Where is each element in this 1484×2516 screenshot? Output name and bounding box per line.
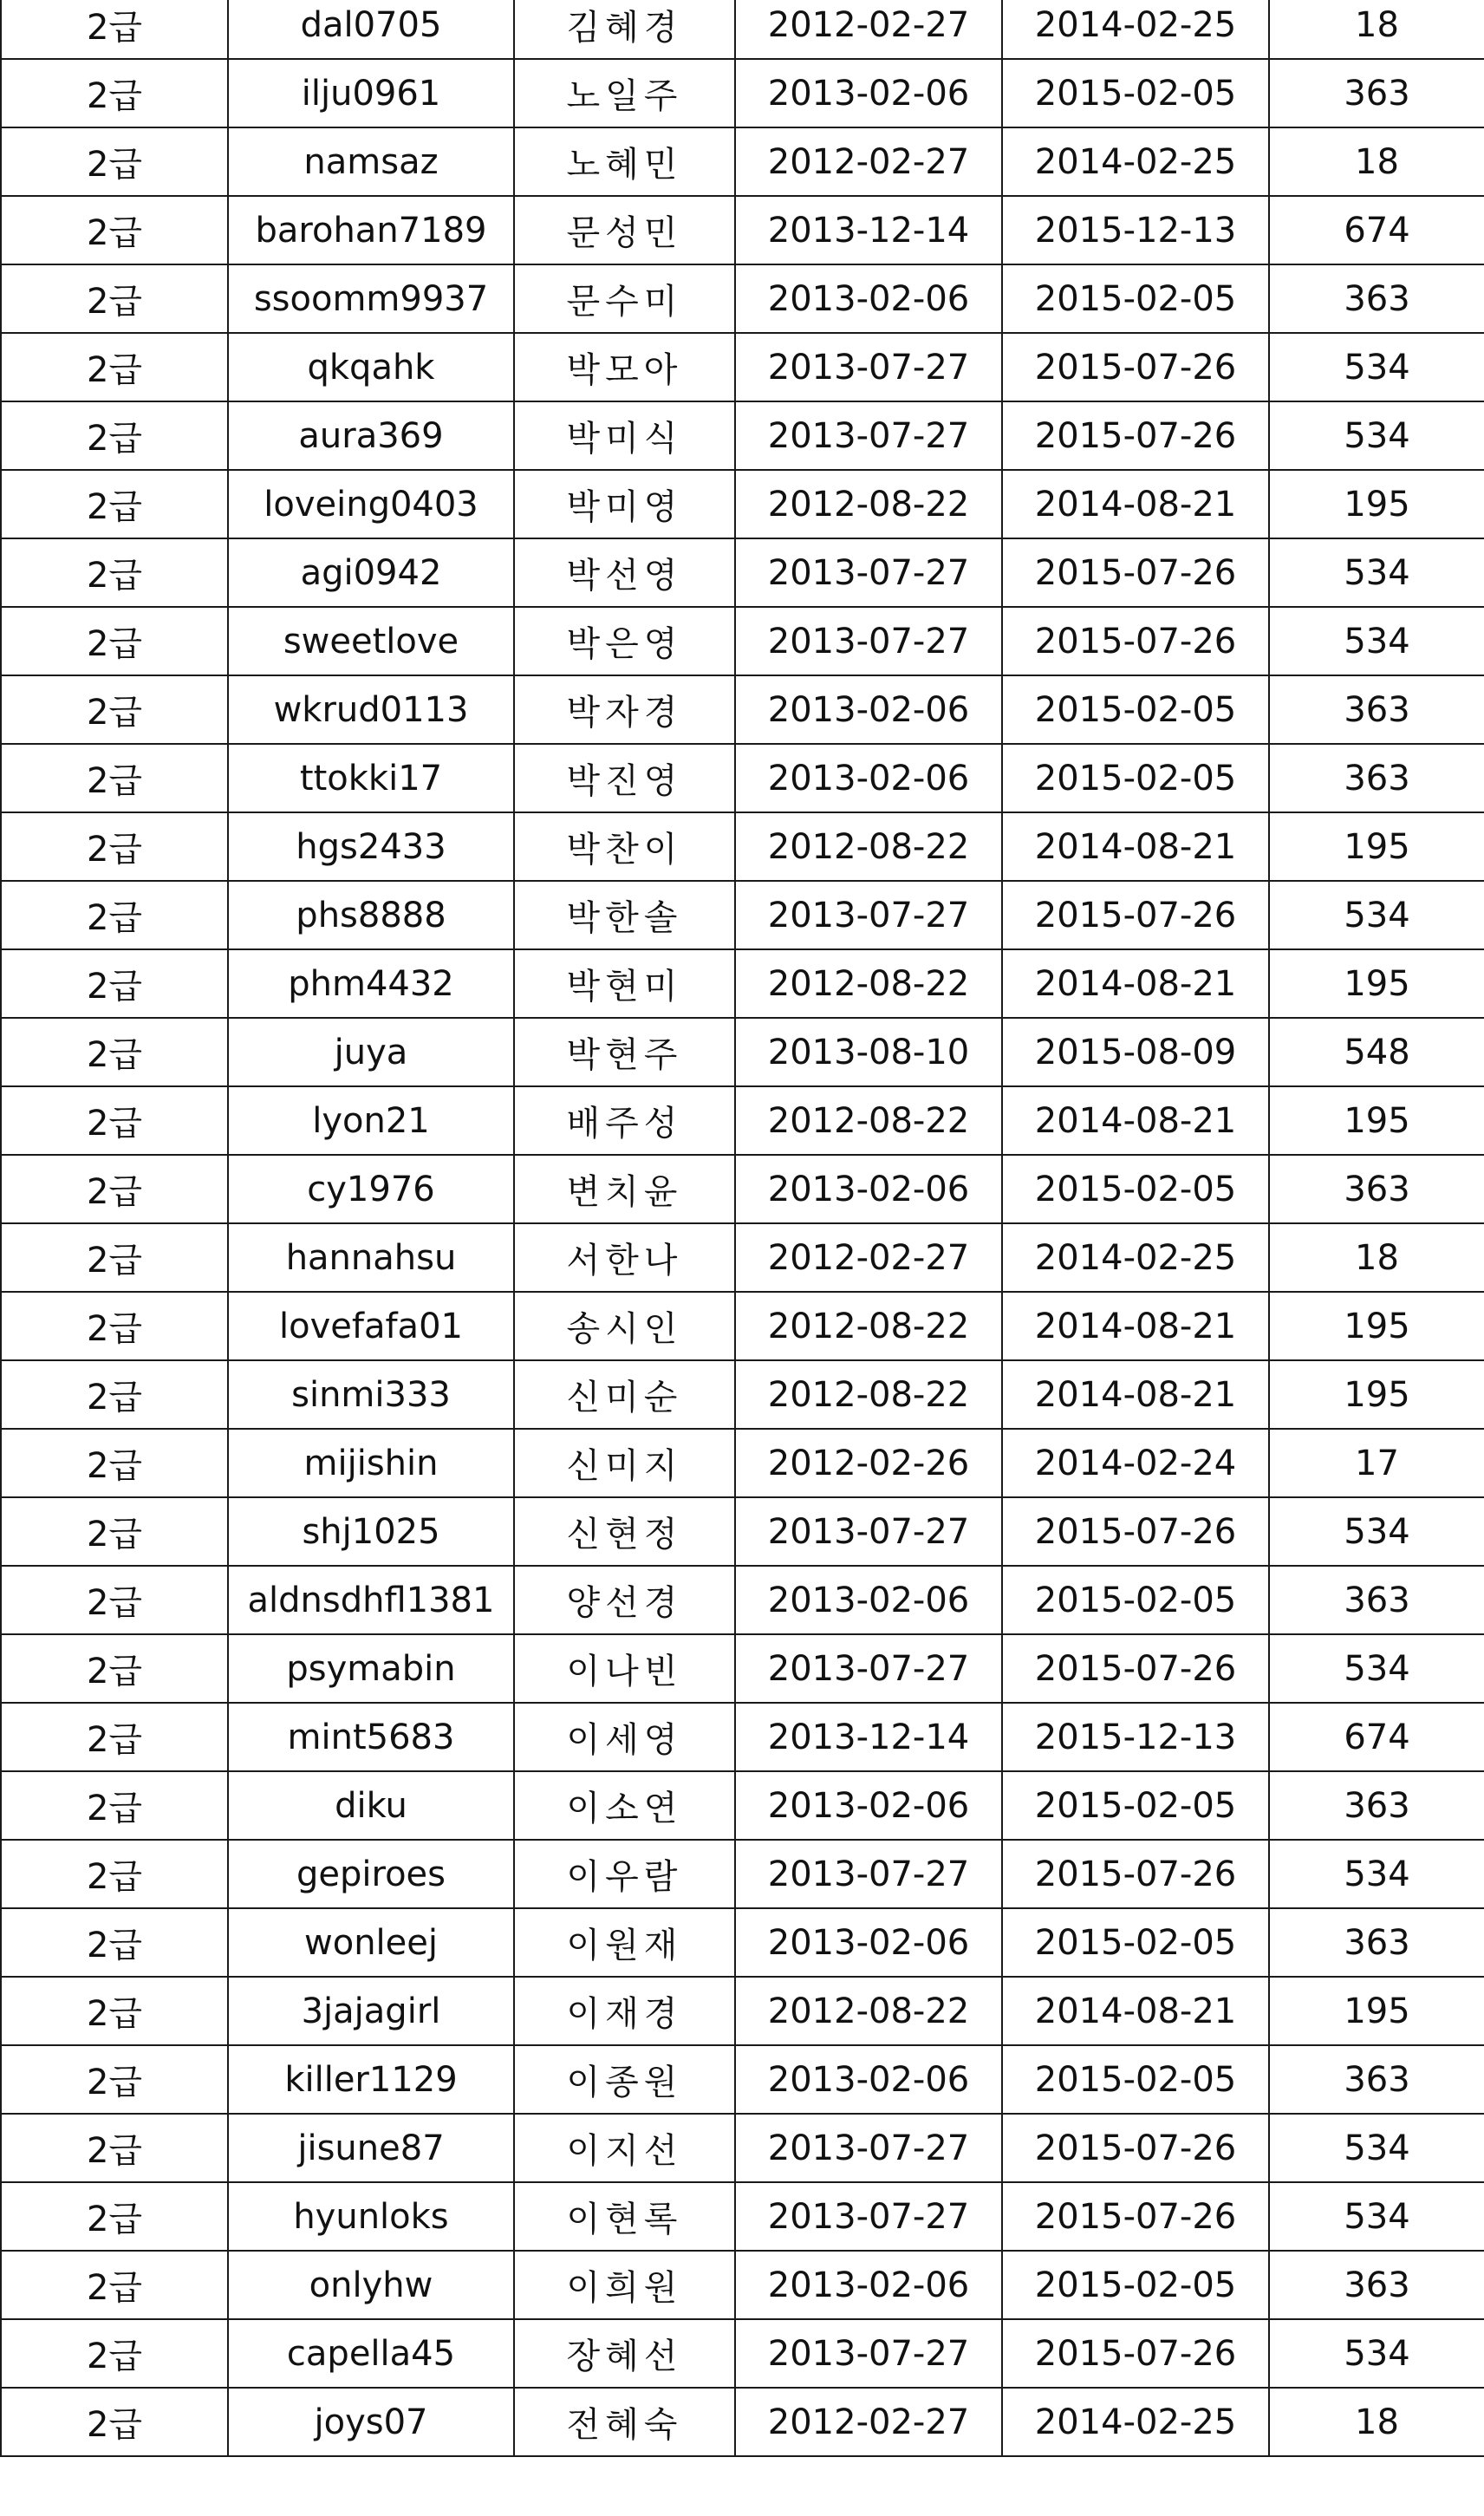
member-table-body	[1, 0, 1484, 2456]
end-date-cell: 2015-02-05	[1002, 744, 1269, 812]
member-name-cell: 박선영	[514, 538, 735, 607]
grade-cell: 2급	[1, 744, 228, 812]
grade-cell: 2급	[1, 127, 228, 196]
grade-cell: 2급	[1, 607, 228, 675]
user-id-cell: diku	[228, 1771, 514, 1840]
day-count-cell: 363	[1269, 744, 1484, 812]
user-id-cell: ssoomm9937	[228, 264, 514, 333]
member-name-cell: 노혜민	[514, 127, 735, 196]
user-id-cell: wkrud0113	[228, 675, 514, 744]
table-row	[1, 2114, 1484, 2182]
table-row	[1, 1908, 1484, 1977]
end-date-cell: 2015-07-26	[1002, 1634, 1269, 1703]
day-count-cell: 674	[1269, 196, 1484, 264]
user-id-cell: hgs2433	[228, 812, 514, 881]
day-count-cell: 363	[1269, 2251, 1484, 2319]
end-date-cell: 2015-07-26	[1002, 401, 1269, 470]
day-count-cell: 18	[1269, 1223, 1484, 1292]
end-date-cell: 2015-07-26	[1002, 2319, 1269, 2388]
grade-cell: 2급	[1, 470, 228, 538]
user-id-cell: jisune87	[228, 2114, 514, 2182]
day-count-cell: 534	[1269, 881, 1484, 949]
table-row	[1, 538, 1484, 607]
member-name-cell: 이원재	[514, 1908, 735, 1977]
start-date-cell: 2013-07-27	[735, 538, 1002, 607]
table-row	[1, 1566, 1484, 1634]
member-name-cell: 신미지	[514, 1429, 735, 1497]
grade-cell: 2급	[1, 1977, 228, 2045]
start-date-cell: 2012-02-26	[735, 1429, 1002, 1497]
grade-cell: 2급	[1, 2045, 228, 2114]
user-id-cell: wonleej	[228, 1908, 514, 1977]
member-name-cell: 이종원	[514, 2045, 735, 2114]
start-date-cell: 2013-08-10	[735, 1018, 1002, 1086]
day-count-cell: 534	[1269, 538, 1484, 607]
member-name-cell: 이나빈	[514, 1634, 735, 1703]
end-date-cell: 2014-02-24	[1002, 1429, 1269, 1497]
start-date-cell: 2013-02-06	[735, 675, 1002, 744]
grade-cell: 2급	[1, 2319, 228, 2388]
start-date-cell: 2013-07-27	[735, 1497, 1002, 1566]
day-count-cell: 534	[1269, 1497, 1484, 1566]
day-count-cell: 534	[1269, 2182, 1484, 2251]
grade-cell: 2급	[1, 1292, 228, 1360]
table-row	[1, 2045, 1484, 2114]
start-date-cell: 2013-02-06	[735, 1566, 1002, 1634]
member-name-cell: 박한솔	[514, 881, 735, 949]
user-id-cell: lyon21	[228, 1086, 514, 1155]
day-count-cell: 363	[1269, 1771, 1484, 1840]
table-row	[1, 1497, 1484, 1566]
member-name-cell: 박자경	[514, 675, 735, 744]
grade-cell: 2급	[1, 196, 228, 264]
grade-cell: 2급	[1, 1634, 228, 1703]
user-id-cell: capella45	[228, 2319, 514, 2388]
grade-cell: 2급	[1, 59, 228, 127]
end-date-cell: 2015-07-26	[1002, 333, 1269, 401]
day-count-cell: 195	[1269, 1292, 1484, 1360]
start-date-cell: 2013-07-27	[735, 2182, 1002, 2251]
grade-cell: 2급	[1, 1429, 228, 1497]
user-id-cell: psymabin	[228, 1634, 514, 1703]
day-count-cell: 534	[1269, 333, 1484, 401]
user-id-cell: cy1976	[228, 1155, 514, 1223]
member-name-cell: 서한나	[514, 1223, 735, 1292]
day-count-cell: 534	[1269, 1634, 1484, 1703]
table-row	[1, 2388, 1484, 2456]
start-date-cell: 2013-02-06	[735, 1908, 1002, 1977]
grade-cell: 2급	[1, 1566, 228, 1634]
member-name-cell: 양선경	[514, 1566, 735, 1634]
end-date-cell: 2015-07-26	[1002, 1497, 1269, 1566]
table-row	[1, 744, 1484, 812]
table-row	[1, 1155, 1484, 1223]
user-id-cell: mijishin	[228, 1429, 514, 1497]
table-row	[1, 264, 1484, 333]
member-name-cell: 박은영	[514, 607, 735, 675]
table-row	[1, 470, 1484, 538]
start-date-cell: 2013-02-06	[735, 2251, 1002, 2319]
grade-cell: 2급	[1, 401, 228, 470]
user-id-cell: aura369	[228, 401, 514, 470]
grade-cell: 2급	[1, 333, 228, 401]
member-name-cell: 문성민	[514, 196, 735, 264]
member-name-cell: 송시인	[514, 1292, 735, 1360]
day-count-cell: 18	[1269, 0, 1484, 59]
member-name-cell: 신현정	[514, 1497, 735, 1566]
member-name-cell: 변치윤	[514, 1155, 735, 1223]
start-date-cell: 2012-02-27	[735, 2388, 1002, 2456]
end-date-cell: 2015-07-26	[1002, 2114, 1269, 2182]
table-row	[1, 196, 1484, 264]
grade-cell: 2급	[1, 1703, 228, 1771]
start-date-cell: 2013-02-06	[735, 1771, 1002, 1840]
start-date-cell: 2012-08-22	[735, 812, 1002, 881]
table-row	[1, 812, 1484, 881]
member-name-cell: 신미순	[514, 1360, 735, 1429]
end-date-cell: 2015-12-13	[1002, 1703, 1269, 1771]
end-date-cell: 2014-02-25	[1002, 127, 1269, 196]
table-row	[1, 1018, 1484, 1086]
end-date-cell: 2015-02-05	[1002, 1771, 1269, 1840]
user-id-cell: sweetlove	[228, 607, 514, 675]
day-count-cell: 363	[1269, 2045, 1484, 2114]
end-date-cell: 2014-08-21	[1002, 949, 1269, 1018]
day-count-cell: 534	[1269, 607, 1484, 675]
table-row	[1, 1634, 1484, 1703]
start-date-cell: 2013-02-06	[735, 59, 1002, 127]
grade-cell: 2급	[1, 2114, 228, 2182]
user-id-cell: gepiroes	[228, 1840, 514, 1908]
end-date-cell: 2015-07-26	[1002, 607, 1269, 675]
grade-cell: 2급	[1, 538, 228, 607]
end-date-cell: 2015-02-05	[1002, 1908, 1269, 1977]
day-count-cell: 195	[1269, 1086, 1484, 1155]
grade-cell: 2급	[1, 812, 228, 881]
start-date-cell: 2013-02-06	[735, 744, 1002, 812]
user-id-cell: mint5683	[228, 1703, 514, 1771]
end-date-cell: 2014-08-21	[1002, 1086, 1269, 1155]
member-name-cell: 김혜경	[514, 0, 735, 59]
end-date-cell: 2014-08-21	[1002, 812, 1269, 881]
table-row	[1, 1703, 1484, 1771]
end-date-cell: 2014-08-21	[1002, 1360, 1269, 1429]
grade-cell: 2급	[1, 264, 228, 333]
start-date-cell: 2013-07-27	[735, 2319, 1002, 2388]
end-date-cell: 2015-02-05	[1002, 59, 1269, 127]
start-date-cell: 2013-12-14	[735, 196, 1002, 264]
member-name-cell: 박미식	[514, 401, 735, 470]
user-id-cell: qkqahk	[228, 333, 514, 401]
table-row	[1, 2319, 1484, 2388]
day-count-cell: 363	[1269, 1155, 1484, 1223]
user-id-cell: hyunloks	[228, 2182, 514, 2251]
end-date-cell: 2015-02-05	[1002, 1155, 1269, 1223]
member-name-cell: 문수미	[514, 264, 735, 333]
grade-cell: 2급	[1, 2182, 228, 2251]
table-row	[1, 1840, 1484, 1908]
user-id-cell: 3jajagirl	[228, 1977, 514, 2045]
grade-cell: 2급	[1, 675, 228, 744]
start-date-cell: 2012-08-22	[735, 949, 1002, 1018]
day-count-cell: 534	[1269, 401, 1484, 470]
table-row	[1, 2251, 1484, 2319]
member-name-cell: 박찬이	[514, 812, 735, 881]
table-row	[1, 1771, 1484, 1840]
day-count-cell: 534	[1269, 1840, 1484, 1908]
end-date-cell: 2014-02-25	[1002, 1223, 1269, 1292]
start-date-cell: 2012-08-22	[735, 470, 1002, 538]
table-row	[1, 607, 1484, 675]
day-count-cell: 363	[1269, 1566, 1484, 1634]
member-name-cell: 박미영	[514, 470, 735, 538]
start-date-cell: 2013-07-27	[735, 1840, 1002, 1908]
grade-cell: 2급	[1, 1840, 228, 1908]
member-name-cell: 이현록	[514, 2182, 735, 2251]
end-date-cell: 2014-02-25	[1002, 0, 1269, 59]
member-name-cell: 이희원	[514, 2251, 735, 2319]
day-count-cell: 17	[1269, 1429, 1484, 1497]
day-count-cell: 195	[1269, 949, 1484, 1018]
user-id-cell: lovefafa01	[228, 1292, 514, 1360]
day-count-cell: 674	[1269, 1703, 1484, 1771]
user-id-cell: ilju0961	[228, 59, 514, 127]
day-count-cell: 363	[1269, 1908, 1484, 1977]
table-row	[1, 127, 1484, 196]
end-date-cell: 2015-08-09	[1002, 1018, 1269, 1086]
user-id-cell: onlyhw	[228, 2251, 514, 2319]
day-count-cell: 548	[1269, 1018, 1484, 1086]
member-name-cell: 전혜숙	[514, 2388, 735, 2456]
grade-cell: 2급	[1, 1908, 228, 1977]
end-date-cell: 2015-02-05	[1002, 264, 1269, 333]
table-row	[1, 1292, 1484, 1360]
user-id-cell: hannahsu	[228, 1223, 514, 1292]
member-name-cell: 배주성	[514, 1086, 735, 1155]
start-date-cell: 2013-07-27	[735, 2114, 1002, 2182]
user-id-cell: agi0942	[228, 538, 514, 607]
user-id-cell: aldnsdhfl1381	[228, 1566, 514, 1634]
table-row	[1, 1977, 1484, 2045]
user-id-cell: ttokki17	[228, 744, 514, 812]
start-date-cell: 2013-07-27	[735, 881, 1002, 949]
grade-cell: 2급	[1, 1155, 228, 1223]
user-id-cell: killer1129	[228, 2045, 514, 2114]
start-date-cell: 2012-02-27	[735, 0, 1002, 59]
start-date-cell: 2013-07-27	[735, 333, 1002, 401]
day-count-cell: 195	[1269, 470, 1484, 538]
end-date-cell: 2015-07-26	[1002, 2182, 1269, 2251]
day-count-cell: 195	[1269, 1360, 1484, 1429]
table-row	[1, 1360, 1484, 1429]
table-row	[1, 1429, 1484, 1497]
start-date-cell: 2012-02-27	[735, 127, 1002, 196]
table-row	[1, 2182, 1484, 2251]
day-count-cell: 195	[1269, 1977, 1484, 2045]
start-date-cell: 2013-02-06	[735, 1155, 1002, 1223]
day-count-cell: 363	[1269, 264, 1484, 333]
grade-cell: 2급	[1, 2388, 228, 2456]
member-name-cell: 장혜선	[514, 2319, 735, 2388]
member-name-cell: 박현미	[514, 949, 735, 1018]
start-date-cell: 2013-02-06	[735, 2045, 1002, 2114]
start-date-cell: 2013-12-14	[735, 1703, 1002, 1771]
grade-cell: 2급	[1, 1086, 228, 1155]
day-count-cell: 195	[1269, 812, 1484, 881]
user-id-cell: phs8888	[228, 881, 514, 949]
user-id-cell: juya	[228, 1018, 514, 1086]
member-name-cell: 이우람	[514, 1840, 735, 1908]
end-date-cell: 2015-02-05	[1002, 2251, 1269, 2319]
member-name-cell: 이지선	[514, 2114, 735, 2182]
member-name-cell: 박모아	[514, 333, 735, 401]
start-date-cell: 2013-07-27	[735, 1634, 1002, 1703]
table-row	[1, 0, 1484, 59]
table-row	[1, 59, 1484, 127]
grade-cell: 2급	[1, 881, 228, 949]
end-date-cell: 2014-08-21	[1002, 1977, 1269, 2045]
grade-cell: 2급	[1, 1497, 228, 1566]
day-count-cell: 18	[1269, 2388, 1484, 2456]
member-name-cell: 박현주	[514, 1018, 735, 1086]
table-row	[1, 881, 1484, 949]
day-count-cell: 534	[1269, 2319, 1484, 2388]
user-id-cell: joys07	[228, 2388, 514, 2456]
start-date-cell: 2012-08-22	[735, 1360, 1002, 1429]
user-id-cell: namsaz	[228, 127, 514, 196]
start-date-cell: 2013-07-27	[735, 607, 1002, 675]
grade-cell: 2급	[1, 1223, 228, 1292]
member-name-cell: 노일주	[514, 59, 735, 127]
end-date-cell: 2015-07-26	[1002, 881, 1269, 949]
grade-cell: 2급	[1, 949, 228, 1018]
member-name-cell: 이재경	[514, 1977, 735, 2045]
end-date-cell: 2015-07-26	[1002, 1840, 1269, 1908]
user-id-cell: shj1025	[228, 1497, 514, 1566]
end-date-cell: 2014-08-21	[1002, 470, 1269, 538]
table-row	[1, 1086, 1484, 1155]
day-count-cell: 363	[1269, 675, 1484, 744]
table-row	[1, 333, 1484, 401]
end-date-cell: 2015-02-05	[1002, 1566, 1269, 1634]
start-date-cell: 2012-02-27	[735, 1223, 1002, 1292]
end-date-cell: 2014-02-25	[1002, 2388, 1269, 2456]
user-id-cell: loveing0403	[228, 470, 514, 538]
start-date-cell: 2012-08-22	[735, 1977, 1002, 2045]
member-name-cell: 박진영	[514, 744, 735, 812]
grade-cell: 2급	[1, 1360, 228, 1429]
user-id-cell: sinmi333	[228, 1360, 514, 1429]
day-count-cell: 18	[1269, 127, 1484, 196]
member-name-cell: 이세영	[514, 1703, 735, 1771]
grade-cell: 2급	[1, 1771, 228, 1840]
user-id-cell: phm4432	[228, 949, 514, 1018]
grade-cell: 2급	[1, 0, 228, 59]
table-row	[1, 401, 1484, 470]
member-name-cell: 이소연	[514, 1771, 735, 1840]
grade-cell: 2급	[1, 1018, 228, 1086]
table-row	[1, 1223, 1484, 1292]
start-date-cell: 2012-08-22	[735, 1086, 1002, 1155]
day-count-cell: 363	[1269, 59, 1484, 127]
user-id-cell: barohan7189	[228, 196, 514, 264]
start-date-cell: 2013-02-06	[735, 264, 1002, 333]
day-count-cell: 534	[1269, 2114, 1484, 2182]
table-row	[1, 949, 1484, 1018]
end-date-cell: 2015-02-05	[1002, 2045, 1269, 2114]
end-date-cell: 2014-08-21	[1002, 1292, 1269, 1360]
end-date-cell: 2015-12-13	[1002, 196, 1269, 264]
end-date-cell: 2015-07-26	[1002, 538, 1269, 607]
end-date-cell: 2015-02-05	[1002, 675, 1269, 744]
start-date-cell: 2012-08-22	[735, 1292, 1002, 1360]
grade-cell: 2급	[1, 2251, 228, 2319]
table-row	[1, 675, 1484, 744]
user-id-cell: dal0705	[228, 0, 514, 59]
start-date-cell: 2013-07-27	[735, 401, 1002, 470]
